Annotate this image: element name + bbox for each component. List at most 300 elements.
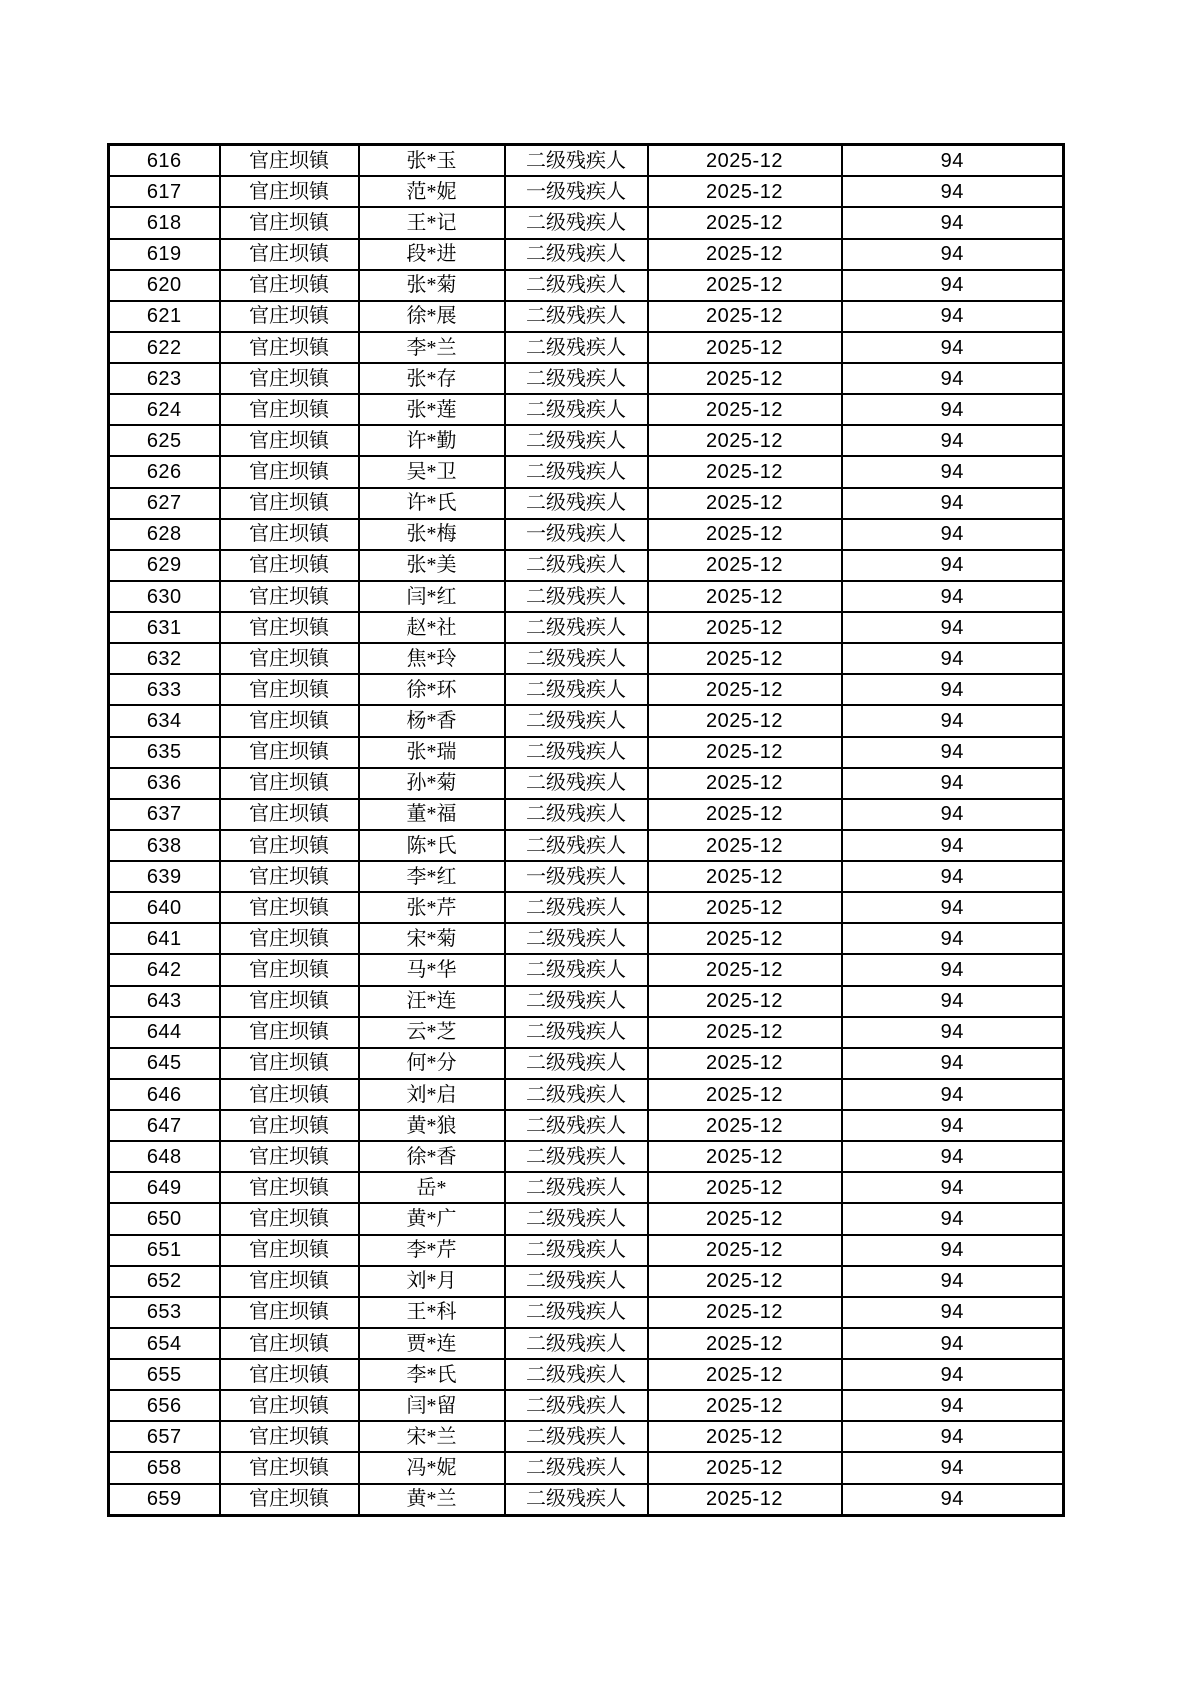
disability-category: 二级残疾人: [505, 1359, 648, 1390]
subsidy-roster-table: [107, 143, 1065, 1517]
disability-category: 二级残疾人: [505, 1048, 648, 1079]
table-row: [109, 301, 1064, 332]
serial-number: 654: [109, 1328, 220, 1359]
serial-number: 626: [109, 456, 220, 487]
town-name: 官庄坝镇: [220, 1421, 359, 1452]
disability-category: 二级残疾人: [505, 1017, 648, 1048]
town-name: 官庄坝镇: [220, 1359, 359, 1390]
disability-category: 二级残疾人: [505, 1297, 648, 1328]
person-name: 李*红: [359, 861, 505, 892]
town-name: 官庄坝镇: [220, 332, 359, 363]
serial-number: 616: [109, 145, 220, 177]
town-name: 官庄坝镇: [220, 1235, 359, 1266]
town-name: 官庄坝镇: [220, 830, 359, 861]
subsidy-amount: 94: [842, 737, 1064, 768]
table-row: [109, 1017, 1064, 1048]
person-name: 张*玉: [359, 145, 505, 177]
table-row: [109, 737, 1064, 768]
disability-category: 二级残疾人: [505, 1390, 648, 1421]
town-name: 官庄坝镇: [220, 519, 359, 550]
subsidy-amount: 94: [842, 643, 1064, 674]
table-row: [109, 1235, 1064, 1266]
subsidy-month: 2025-12: [648, 799, 842, 830]
subsidy-month: 2025-12: [648, 550, 842, 581]
table-row: [109, 519, 1064, 550]
subsidy-month: 2025-12: [648, 1203, 842, 1234]
serial-number: 630: [109, 581, 220, 612]
person-name: 孙*菊: [359, 768, 505, 799]
subsidy-amount: 94: [842, 488, 1064, 519]
subsidy-amount: 94: [842, 1390, 1064, 1421]
subsidy-amount: 94: [842, 1452, 1064, 1483]
subsidy-amount: 94: [842, 239, 1064, 270]
subsidy-table-body: [109, 145, 1064, 1516]
subsidy-month: 2025-12: [648, 1266, 842, 1297]
town-name: 官庄坝镇: [220, 737, 359, 768]
town-name: 官庄坝镇: [220, 799, 359, 830]
person-name: 黄*狼: [359, 1110, 505, 1141]
disability-category: 二级残疾人: [505, 145, 648, 177]
subsidy-amount: 94: [842, 363, 1064, 394]
person-name: 宋*兰: [359, 1421, 505, 1452]
disability-category: 二级残疾人: [505, 643, 648, 674]
town-name: 官庄坝镇: [220, 550, 359, 581]
person-name: 李*氏: [359, 1359, 505, 1390]
subsidy-month: 2025-12: [648, 1079, 842, 1110]
serial-number: 635: [109, 737, 220, 768]
table-row: [109, 1452, 1064, 1483]
town-name: 官庄坝镇: [220, 1297, 359, 1328]
subsidy-month: 2025-12: [648, 861, 842, 892]
person-name: 王*记: [359, 207, 505, 238]
table-row: [109, 892, 1064, 923]
person-name: 张*梅: [359, 519, 505, 550]
serial-number: 648: [109, 1141, 220, 1172]
serial-number: 642: [109, 954, 220, 985]
serial-number: 638: [109, 830, 220, 861]
disability-category: 二级残疾人: [505, 1484, 648, 1516]
subsidy-amount: 94: [842, 1110, 1064, 1141]
subsidy-amount: 94: [842, 1048, 1064, 1079]
serial-number: 620: [109, 270, 220, 301]
subsidy-amount: 94: [842, 332, 1064, 363]
serial-number: 624: [109, 394, 220, 425]
disability-category: 二级残疾人: [505, 363, 648, 394]
subsidy-amount: 94: [842, 892, 1064, 923]
subsidy-month: 2025-12: [648, 363, 842, 394]
serial-number: 637: [109, 799, 220, 830]
disability-category: 二级残疾人: [505, 674, 648, 705]
subsidy-month: 2025-12: [648, 1452, 842, 1483]
disability-category: 二级残疾人: [505, 270, 648, 301]
subsidy-month: 2025-12: [648, 1328, 842, 1359]
town-name: 官庄坝镇: [220, 643, 359, 674]
subsidy-month: 2025-12: [648, 394, 842, 425]
town-name: 官庄坝镇: [220, 861, 359, 892]
disability-category: 二级残疾人: [505, 488, 648, 519]
person-name: 许*氏: [359, 488, 505, 519]
subsidy-month: 2025-12: [648, 1359, 842, 1390]
table-row: [109, 581, 1064, 612]
serial-number: 618: [109, 207, 220, 238]
subsidy-month: 2025-12: [648, 301, 842, 332]
person-name: 李*芹: [359, 1235, 505, 1266]
person-name: 张*美: [359, 550, 505, 581]
subsidy-month: 2025-12: [648, 705, 842, 736]
table-row: [109, 1328, 1064, 1359]
serial-number: 649: [109, 1172, 220, 1203]
disability-category: 二级残疾人: [505, 954, 648, 985]
subsidy-month: 2025-12: [648, 674, 842, 705]
town-name: 官庄坝镇: [220, 1172, 359, 1203]
subsidy-amount: 94: [842, 394, 1064, 425]
serial-number: 639: [109, 861, 220, 892]
subsidy-month: 2025-12: [648, 923, 842, 954]
serial-number: 628: [109, 519, 220, 550]
subsidy-month: 2025-12: [648, 954, 842, 985]
subsidy-amount: 94: [842, 674, 1064, 705]
person-name: 汪*连: [359, 986, 505, 1017]
table-row: [109, 768, 1064, 799]
serial-number: 641: [109, 923, 220, 954]
subsidy-month: 2025-12: [648, 892, 842, 923]
subsidy-month: 2025-12: [648, 1048, 842, 1079]
person-name: 马*华: [359, 954, 505, 985]
subsidy-month: 2025-12: [648, 643, 842, 674]
town-name: 官庄坝镇: [220, 1079, 359, 1110]
subsidy-month: 2025-12: [648, 145, 842, 177]
person-name: 云*芝: [359, 1017, 505, 1048]
serial-number: 629: [109, 550, 220, 581]
table-row: [109, 861, 1064, 892]
person-name: 张*菊: [359, 270, 505, 301]
town-name: 官庄坝镇: [220, 1328, 359, 1359]
serial-number: 632: [109, 643, 220, 674]
person-name: 闫*红: [359, 581, 505, 612]
person-name: 范*妮: [359, 176, 505, 207]
subsidy-amount: 94: [842, 456, 1064, 487]
town-name: 官庄坝镇: [220, 581, 359, 612]
disability-category: 二级残疾人: [505, 1235, 648, 1266]
town-name: 官庄坝镇: [220, 923, 359, 954]
subsidy-amount: 94: [842, 1421, 1064, 1452]
table-row: [109, 207, 1064, 238]
serial-number: 650: [109, 1203, 220, 1234]
table-row: [109, 145, 1064, 177]
subsidy-amount: 94: [842, 1297, 1064, 1328]
disability-category: 二级残疾人: [505, 830, 648, 861]
serial-number: 655: [109, 1359, 220, 1390]
disability-category: 二级残疾人: [505, 923, 648, 954]
disability-category: 二级残疾人: [505, 737, 648, 768]
disability-category: 二级残疾人: [505, 1172, 648, 1203]
table-row: [109, 1297, 1064, 1328]
subsidy-amount: 94: [842, 1079, 1064, 1110]
town-name: 官庄坝镇: [220, 1203, 359, 1234]
disability-category: 二级残疾人: [505, 394, 648, 425]
table-row: [109, 923, 1064, 954]
subsidy-month: 2025-12: [648, 737, 842, 768]
disability-category: 二级残疾人: [505, 425, 648, 456]
person-name: 何*分: [359, 1048, 505, 1079]
town-name: 官庄坝镇: [220, 425, 359, 456]
serial-number: 643: [109, 986, 220, 1017]
town-name: 官庄坝镇: [220, 207, 359, 238]
town-name: 官庄坝镇: [220, 1048, 359, 1079]
subsidy-month: 2025-12: [648, 519, 842, 550]
person-name: 张*芹: [359, 892, 505, 923]
subsidy-month: 2025-12: [648, 1172, 842, 1203]
person-name: 宋*菊: [359, 923, 505, 954]
town-name: 官庄坝镇: [220, 954, 359, 985]
subsidy-amount: 94: [842, 1266, 1064, 1297]
serial-number: 646: [109, 1079, 220, 1110]
subsidy-month: 2025-12: [648, 176, 842, 207]
town-name: 官庄坝镇: [220, 705, 359, 736]
disability-category: 二级残疾人: [505, 705, 648, 736]
person-name: 许*勤: [359, 425, 505, 456]
person-name: 徐*香: [359, 1141, 505, 1172]
subsidy-month: 2025-12: [648, 581, 842, 612]
person-name: 贾*连: [359, 1328, 505, 1359]
subsidy-amount: 94: [842, 1328, 1064, 1359]
table-row: [109, 394, 1064, 425]
serial-number: 651: [109, 1235, 220, 1266]
serial-number: 631: [109, 612, 220, 643]
disability-category: 二级残疾人: [505, 768, 648, 799]
serial-number: 619: [109, 239, 220, 270]
serial-number: 623: [109, 363, 220, 394]
table-row: [109, 830, 1064, 861]
person-name: 杨*香: [359, 705, 505, 736]
subsidy-month: 2025-12: [648, 425, 842, 456]
serial-number: 659: [109, 1484, 220, 1516]
serial-number: 634: [109, 705, 220, 736]
table-row: [109, 1390, 1064, 1421]
table-row: [109, 986, 1064, 1017]
table-row: [109, 1359, 1064, 1390]
person-name: 冯*妮: [359, 1452, 505, 1483]
disability-category: 二级残疾人: [505, 581, 648, 612]
serial-number: 657: [109, 1421, 220, 1452]
table-row: [109, 550, 1064, 581]
table-row: [109, 239, 1064, 270]
subsidy-amount: 94: [842, 954, 1064, 985]
person-name: 李*兰: [359, 332, 505, 363]
subsidy-amount: 94: [842, 799, 1064, 830]
subsidy-month: 2025-12: [648, 270, 842, 301]
town-name: 官庄坝镇: [220, 768, 359, 799]
disability-category: 二级残疾人: [505, 332, 648, 363]
disability-category: 二级残疾人: [505, 892, 648, 923]
table-row: [109, 1172, 1064, 1203]
disability-category: 二级残疾人: [505, 456, 648, 487]
person-name: 徐*展: [359, 301, 505, 332]
person-name: 赵*社: [359, 612, 505, 643]
disability-category: 二级残疾人: [505, 207, 648, 238]
disability-category: 二级残疾人: [505, 1266, 648, 1297]
town-name: 官庄坝镇: [220, 612, 359, 643]
subsidy-amount: 94: [842, 768, 1064, 799]
town-name: 官庄坝镇: [220, 488, 359, 519]
disability-category: 二级残疾人: [505, 1452, 648, 1483]
person-name: 闫*留: [359, 1390, 505, 1421]
table-row: [109, 643, 1064, 674]
subsidy-amount: 94: [842, 176, 1064, 207]
table-row: [109, 1079, 1064, 1110]
town-name: 官庄坝镇: [220, 1452, 359, 1483]
subsidy-amount: 94: [842, 425, 1064, 456]
town-name: 官庄坝镇: [220, 1017, 359, 1048]
subsidy-amount: 94: [842, 1141, 1064, 1172]
disability-category: 二级残疾人: [505, 799, 648, 830]
town-name: 官庄坝镇: [220, 892, 359, 923]
subsidy-amount: 94: [842, 519, 1064, 550]
subsidy-amount: 94: [842, 145, 1064, 177]
town-name: 官庄坝镇: [220, 1110, 359, 1141]
town-name: 官庄坝镇: [220, 456, 359, 487]
disability-category: 一级残疾人: [505, 519, 648, 550]
disability-category: 二级残疾人: [505, 550, 648, 581]
table-row: [109, 1141, 1064, 1172]
subsidy-month: 2025-12: [648, 1141, 842, 1172]
subsidy-month: 2025-12: [648, 1421, 842, 1452]
subsidy-month: 2025-12: [648, 488, 842, 519]
person-name: 吴*卫: [359, 456, 505, 487]
table-row: [109, 363, 1064, 394]
table-row: [109, 799, 1064, 830]
person-name: 黄*兰: [359, 1484, 505, 1516]
table-row: [109, 1484, 1064, 1516]
subsidy-month: 2025-12: [648, 1235, 842, 1266]
person-name: 刘*月: [359, 1266, 505, 1297]
subsidy-amount: 94: [842, 550, 1064, 581]
person-name: 黄*广: [359, 1203, 505, 1234]
serial-number: 625: [109, 425, 220, 456]
subsidy-month: 2025-12: [648, 768, 842, 799]
town-name: 官庄坝镇: [220, 176, 359, 207]
subsidy-month: 2025-12: [648, 239, 842, 270]
disability-category: 二级残疾人: [505, 1421, 648, 1452]
disability-category: 二级残疾人: [505, 986, 648, 1017]
subsidy-month: 2025-12: [648, 830, 842, 861]
town-name: 官庄坝镇: [220, 270, 359, 301]
subsidy-amount: 94: [842, 1017, 1064, 1048]
disability-category: 二级残疾人: [505, 239, 648, 270]
table-row: [109, 270, 1064, 301]
person-name: 刘*启: [359, 1079, 505, 1110]
disability-category: 二级残疾人: [505, 1328, 648, 1359]
table-row: [109, 1048, 1064, 1079]
table-row: [109, 176, 1064, 207]
subsidy-amount: 94: [842, 1484, 1064, 1516]
serial-number: 617: [109, 176, 220, 207]
table-row: [109, 954, 1064, 985]
subsidy-month: 2025-12: [648, 1484, 842, 1516]
subsidy-month: 2025-12: [648, 456, 842, 487]
table-row: [109, 612, 1064, 643]
town-name: 官庄坝镇: [220, 301, 359, 332]
serial-number: 621: [109, 301, 220, 332]
person-name: 董*福: [359, 799, 505, 830]
serial-number: 652: [109, 1266, 220, 1297]
person-name: 张*莲: [359, 394, 505, 425]
table-row: [109, 1110, 1064, 1141]
subsidy-amount: 94: [842, 1172, 1064, 1203]
town-name: 官庄坝镇: [220, 674, 359, 705]
person-name: 张*瑞: [359, 737, 505, 768]
subsidy-month: 2025-12: [648, 986, 842, 1017]
serial-number: 644: [109, 1017, 220, 1048]
town-name: 官庄坝镇: [220, 1484, 359, 1516]
disability-category: 二级残疾人: [505, 612, 648, 643]
subsidy-month: 2025-12: [648, 332, 842, 363]
table-row: [109, 1266, 1064, 1297]
serial-number: 647: [109, 1110, 220, 1141]
table-row: [109, 1421, 1064, 1452]
subsidy-amount: 94: [842, 923, 1064, 954]
person-name: 张*存: [359, 363, 505, 394]
subsidy-amount: 94: [842, 612, 1064, 643]
serial-number: 645: [109, 1048, 220, 1079]
subsidy-amount: 94: [842, 1203, 1064, 1234]
disability-category: 一级残疾人: [505, 176, 648, 207]
subsidy-month: 2025-12: [648, 207, 842, 238]
serial-number: 622: [109, 332, 220, 363]
disability-category: 二级残疾人: [505, 1141, 648, 1172]
serial-number: 658: [109, 1452, 220, 1483]
person-name: 段*进: [359, 239, 505, 270]
town-name: 官庄坝镇: [220, 145, 359, 177]
disability-category: 一级残疾人: [505, 861, 648, 892]
table-row: [109, 456, 1064, 487]
subsidy-amount: 94: [842, 830, 1064, 861]
disability-category: 二级残疾人: [505, 1203, 648, 1234]
town-name: 官庄坝镇: [220, 1141, 359, 1172]
table-row: [109, 488, 1064, 519]
subsidy-amount: 94: [842, 581, 1064, 612]
table-row: [109, 705, 1064, 736]
town-name: 官庄坝镇: [220, 986, 359, 1017]
disability-category: 二级残疾人: [505, 1110, 648, 1141]
subsidy-month: 2025-12: [648, 1297, 842, 1328]
serial-number: 653: [109, 1297, 220, 1328]
town-name: 官庄坝镇: [220, 1266, 359, 1297]
subsidy-month: 2025-12: [648, 612, 842, 643]
person-name: 王*科: [359, 1297, 505, 1328]
subsidy-amount: 94: [842, 270, 1064, 301]
serial-number: 640: [109, 892, 220, 923]
subsidy-month: 2025-12: [648, 1110, 842, 1141]
subsidy-amount: 94: [842, 207, 1064, 238]
subsidy-amount: 94: [842, 301, 1064, 332]
town-name: 官庄坝镇: [220, 394, 359, 425]
person-name: 陈*氏: [359, 830, 505, 861]
subsidy-amount: 94: [842, 1359, 1064, 1390]
subsidy-amount: 94: [842, 705, 1064, 736]
town-name: 官庄坝镇: [220, 239, 359, 270]
table-row: [109, 674, 1064, 705]
subsidy-amount: 94: [842, 986, 1064, 1017]
serial-number: 627: [109, 488, 220, 519]
subsidy-month: 2025-12: [648, 1017, 842, 1048]
town-name: 官庄坝镇: [220, 1390, 359, 1421]
table-row: [109, 332, 1064, 363]
subsidy-amount: 94: [842, 861, 1064, 892]
person-name: 徐*环: [359, 674, 505, 705]
person-name: 岳*: [359, 1172, 505, 1203]
disability-category: 二级残疾人: [505, 1079, 648, 1110]
